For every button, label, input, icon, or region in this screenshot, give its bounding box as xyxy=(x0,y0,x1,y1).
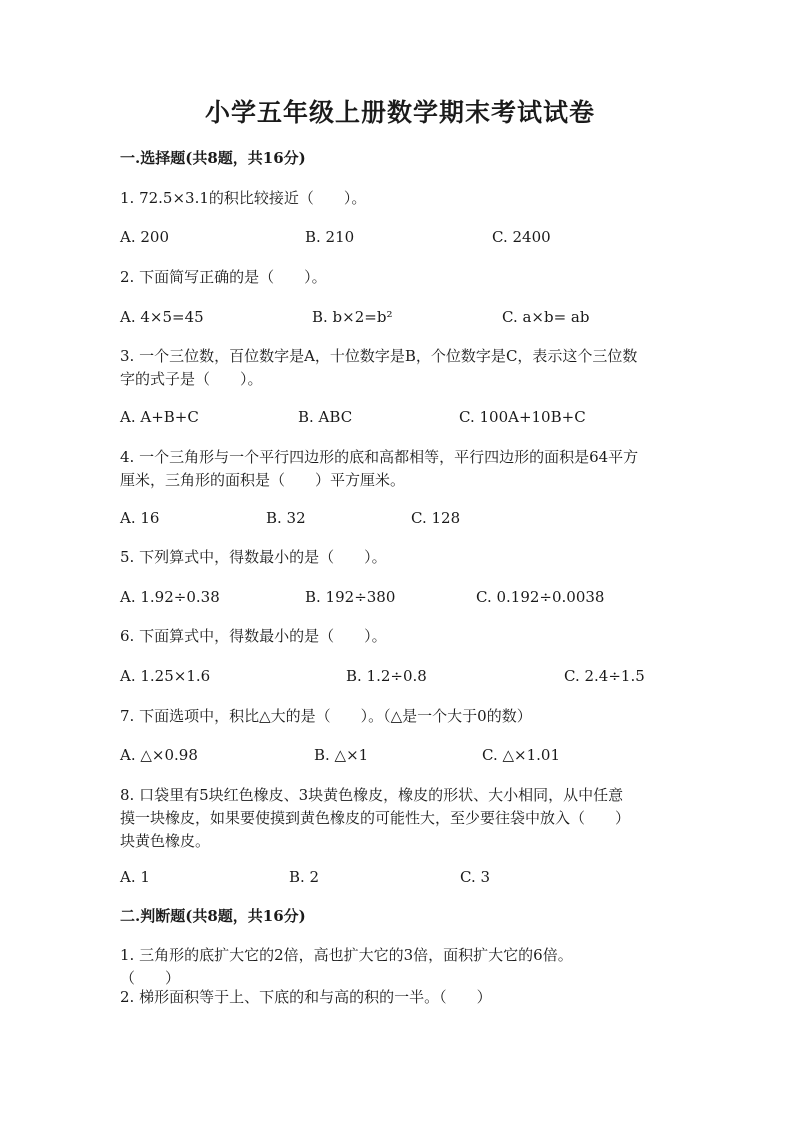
question-line: 1. 三角形的底扩大它的2倍，高也扩大它的3倍，面积扩大它的6倍。 xyxy=(120,946,573,964)
question-5 xyxy=(120,546,685,569)
question-3 xyxy=(120,345,685,391)
option-c: C. 2.4÷1.5 xyxy=(564,667,645,685)
question-line: （ ） xyxy=(120,969,181,987)
options-4 xyxy=(120,507,680,529)
option-c: C. 0.192÷0.0038 xyxy=(476,588,605,606)
options-8 xyxy=(120,866,680,888)
option-c: C. 3 xyxy=(460,868,491,886)
question-1 xyxy=(120,187,685,210)
option-a: A. 4×5=45 xyxy=(120,308,204,326)
question-line: 块黄色橡皮。 xyxy=(120,832,211,850)
question-line: 厘米，三角形的面积是（ ）平方厘米。 xyxy=(120,471,406,489)
option-b: B. 32 xyxy=(266,509,306,527)
question-7 xyxy=(120,705,685,728)
question-line: 1. 72.5×3.1的积比较接近（ ）。 xyxy=(120,189,367,207)
option-a: A. 1.92÷0.38 xyxy=(120,588,220,606)
option-a: A. 16 xyxy=(120,509,160,527)
option-b: B. b×2=b² xyxy=(312,308,393,326)
option-b: B. 1.2÷0.8 xyxy=(346,667,427,685)
options-6 xyxy=(120,665,680,687)
option-a: A. A+B+C xyxy=(120,408,199,426)
option-c: C. 128 xyxy=(411,509,461,527)
question-2 xyxy=(120,266,685,289)
option-b: B. ABC xyxy=(298,408,353,426)
question-line: 7. 下面选项中，积比△大的是（ ）。（△是一个大于0的数） xyxy=(120,707,532,725)
option-a: A. 1 xyxy=(120,868,150,886)
question-line: 4. 一个三角形与一个平行四边形的底和高都相等，平行四边形的面积是64平方 xyxy=(120,448,639,466)
option-c: C. a×b= ab xyxy=(502,308,590,326)
options-7 xyxy=(120,744,680,766)
question-line: 3. 一个三位数，百位数字是A，十位数字是B，个位数字是C，表示这个三位数 xyxy=(120,347,638,365)
option-c: C. △×1.01 xyxy=(482,746,560,764)
question-line: 6. 下面算式中，得数最小的是（ ）。 xyxy=(120,627,387,645)
option-a: A. 200 xyxy=(120,228,169,246)
page-title: 小学五年级上册数学期末考试试卷 xyxy=(204,98,595,127)
question-line: 摸一块橡皮，如果要使摸到黄色橡皮的可能性大，至少要往袋中放入（ ） xyxy=(120,809,631,827)
option-b: B. 192÷380 xyxy=(305,588,396,606)
question-line: 字的式子是（ ）。 xyxy=(120,370,263,388)
question-line: 5. 下列算式中，得数最小的是（ ）。 xyxy=(120,548,387,566)
options-3 xyxy=(120,406,680,428)
question-line: 8. 口袋里有5块红色橡皮、3块黄色橡皮，橡皮的形状、大小相同，从中任意 xyxy=(120,786,624,804)
option-b: B. △×1 xyxy=(314,746,369,764)
option-c: C. 100A+10B+C xyxy=(459,408,586,426)
option-b: B. 2 xyxy=(289,868,320,886)
section-heading-judgment: 二.判断题(共8题，共16分) xyxy=(120,907,306,925)
option-a: A. 1.25×1.6 xyxy=(120,667,211,685)
question-line: 2. 梯形面积等于上、下底的和与高的积的一半。（ ） xyxy=(120,988,492,1006)
options-2 xyxy=(120,306,680,328)
section-heading-choice: 一.选择题(共8题，共16分) xyxy=(120,149,306,167)
option-a: A. △×0.98 xyxy=(120,746,198,764)
question-8 xyxy=(120,784,685,853)
question-4 xyxy=(120,446,685,492)
option-c: C. 2400 xyxy=(492,228,551,246)
judgment-question-2 xyxy=(120,986,685,1009)
options-5 xyxy=(120,586,680,608)
question-line: 2. 下面简写正确的是（ ）。 xyxy=(120,268,327,286)
options-1 xyxy=(120,226,680,248)
question-6 xyxy=(120,625,685,648)
judgment-question-1 xyxy=(120,944,685,990)
option-b: B. 210 xyxy=(305,228,355,246)
